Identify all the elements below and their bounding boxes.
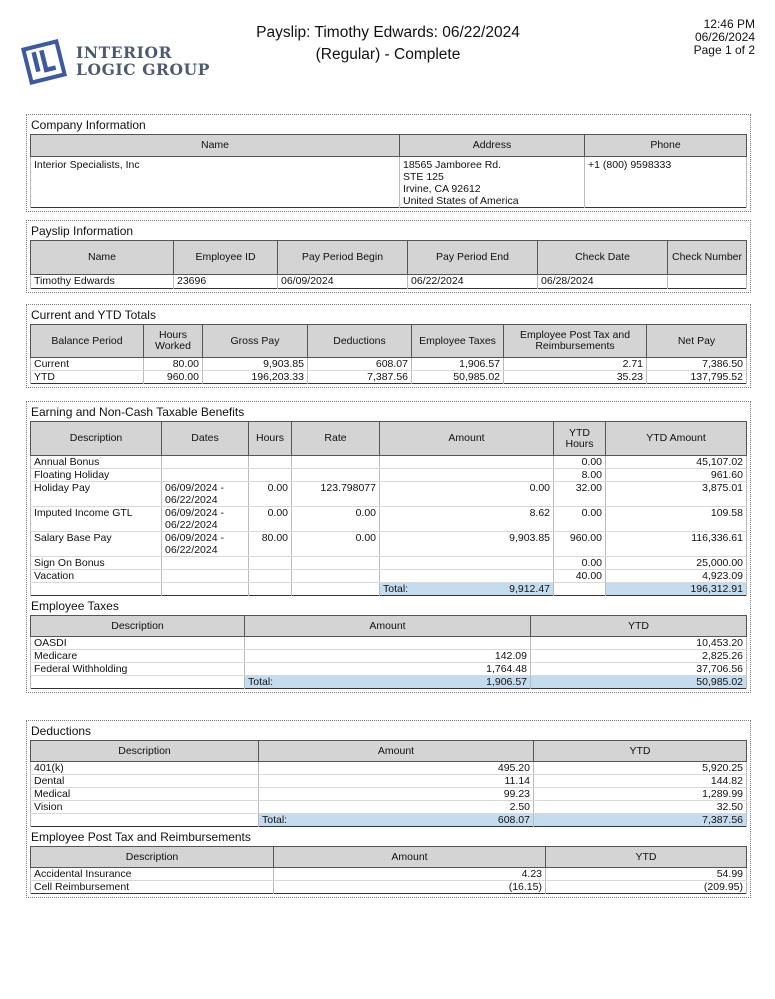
address-line: United States of America bbox=[403, 195, 519, 207]
table-row bbox=[31, 663, 747, 676]
payslip-information-section bbox=[26, 220, 751, 293]
total-row bbox=[31, 676, 747, 689]
cell bbox=[162, 456, 249, 469]
cell: 1,289.99 bbox=[534, 788, 747, 801]
cell bbox=[292, 557, 380, 570]
cell: Floating Holiday bbox=[31, 469, 162, 482]
company-address bbox=[400, 157, 585, 208]
cell: Federal Withholding bbox=[31, 663, 245, 676]
col-header-ytd: YTD bbox=[531, 616, 747, 637]
total-row bbox=[31, 814, 747, 827]
check-date: 06/28/2024 bbox=[538, 275, 668, 289]
logo-wordmark bbox=[76, 44, 210, 78]
col-header-net-pay: Net Pay bbox=[647, 325, 747, 358]
cell: 3,875.01 bbox=[606, 482, 747, 507]
logo-line-2: LOGIC GROUP bbox=[76, 60, 211, 79]
taxes-table bbox=[30, 615, 747, 689]
cell: 0.00 bbox=[249, 507, 292, 532]
company-name: Interior Specialists, Inc bbox=[31, 157, 400, 208]
col-header-check-number: Check Number bbox=[668, 241, 747, 275]
table-row bbox=[31, 371, 747, 384]
company-information-section bbox=[26, 114, 751, 212]
cell bbox=[380, 469, 554, 482]
cell bbox=[162, 570, 249, 583]
address-line: STE 125 bbox=[403, 171, 444, 183]
cell: 1,764.48 bbox=[245, 663, 531, 676]
cell bbox=[249, 469, 292, 482]
total-label: Total: bbox=[262, 814, 288, 826]
col-header-rate: Rate bbox=[292, 422, 380, 456]
cell: 0.00 bbox=[554, 456, 606, 469]
cell: 35.23 bbox=[504, 371, 647, 384]
page-title bbox=[238, 22, 538, 66]
col-header-period-end: Pay Period End bbox=[408, 241, 538, 275]
cell: 123.798077 bbox=[292, 482, 380, 507]
total-amount bbox=[259, 814, 534, 827]
cell: Holiday Pay bbox=[31, 482, 162, 507]
col-header-deductions: Deductions bbox=[308, 325, 412, 358]
cell bbox=[249, 557, 292, 570]
col-header-description: Description bbox=[31, 847, 274, 868]
cell bbox=[249, 570, 292, 583]
cell: 50,985.02 bbox=[412, 371, 504, 384]
table-row bbox=[31, 557, 747, 570]
cell bbox=[554, 583, 606, 596]
cell: 37,706.56 bbox=[531, 663, 747, 676]
section-title: Employee Taxes bbox=[31, 599, 119, 613]
cell bbox=[292, 570, 380, 583]
cell: 116,336.61 bbox=[606, 532, 747, 557]
cell: 7,387.56 bbox=[308, 371, 412, 384]
table-row bbox=[31, 469, 747, 482]
cell: Sign On Bonus bbox=[31, 557, 162, 570]
deductions-table bbox=[30, 740, 747, 827]
address-line: 18565 Jamboree Rd. bbox=[403, 159, 502, 171]
total-label: Total: bbox=[383, 583, 409, 595]
cell: 9,903.85 bbox=[203, 358, 308, 371]
table-row bbox=[31, 482, 747, 507]
col-header-description: Description bbox=[31, 616, 245, 637]
cell bbox=[380, 557, 554, 570]
col-header-ytd-amount: YTD Amount bbox=[606, 422, 747, 456]
cell: 960.00 bbox=[554, 532, 606, 557]
cell: 10,453.20 bbox=[531, 637, 747, 650]
col-header-post-tax: Employee Post Tax and Reimbursements bbox=[504, 325, 647, 358]
cell: Medical bbox=[31, 788, 259, 801]
cell: Accidental Insurance bbox=[31, 868, 274, 881]
cell bbox=[249, 583, 292, 596]
payslip-table bbox=[30, 240, 747, 289]
pay-period-begin: 06/09/2024 bbox=[278, 275, 408, 289]
col-header-ytd: YTD bbox=[534, 741, 747, 762]
col-header-check-date: Check Date bbox=[538, 241, 668, 275]
title-line-1: Payslip: Timothy Edwards: 06/22/2024 bbox=[256, 24, 520, 41]
logo-line-1: INTERIOR bbox=[76, 43, 173, 62]
cell: 5,920.25 bbox=[534, 762, 747, 775]
cell bbox=[245, 637, 531, 650]
cell bbox=[380, 570, 554, 583]
cell: Medicare bbox=[31, 650, 245, 663]
cell: (209.95) bbox=[546, 881, 747, 894]
cell bbox=[292, 583, 380, 596]
total-amount-value: 608.07 bbox=[497, 814, 530, 826]
earnings-table bbox=[30, 421, 747, 596]
totals-section bbox=[26, 304, 751, 388]
col-header-hours-worked: Hours Worked bbox=[144, 325, 203, 358]
section-title: Employee Post Tax and Reimbursements bbox=[31, 830, 251, 844]
company-table bbox=[30, 134, 747, 208]
cell: 06/09/2024 - 06/22/2024 bbox=[162, 507, 249, 532]
col-header-employee-id: Employee ID bbox=[174, 241, 278, 275]
print-date: 06/26/2024 bbox=[694, 30, 755, 44]
col-header-ytd-hours: YTD Hours bbox=[554, 422, 606, 456]
col-header-amount: Amount bbox=[380, 422, 554, 456]
cell: 2.50 bbox=[259, 801, 534, 814]
col-header-description: Description bbox=[31, 741, 259, 762]
employee-id: 23696 bbox=[174, 275, 278, 289]
col-header-amount: Amount bbox=[245, 616, 531, 637]
table-row bbox=[31, 801, 747, 814]
cell: 2,825.26 bbox=[531, 650, 747, 663]
cell: 54.99 bbox=[546, 868, 747, 881]
cell bbox=[31, 676, 245, 689]
cell bbox=[162, 557, 249, 570]
total-ytd: 196,312.91 bbox=[606, 583, 747, 596]
cell: 06/09/2024 - 06/22/2024 bbox=[162, 482, 249, 507]
total-row bbox=[31, 583, 747, 596]
cell: 1,906.57 bbox=[412, 358, 504, 371]
table-row bbox=[31, 881, 747, 894]
table-row bbox=[31, 650, 747, 663]
table-row bbox=[31, 570, 747, 583]
table-row bbox=[31, 775, 747, 788]
col-header-name: Name bbox=[31, 135, 400, 157]
total-label: Total: bbox=[248, 676, 274, 688]
section-title: Current and YTD Totals bbox=[31, 308, 156, 322]
total-ytd: 50,985.02 bbox=[531, 676, 747, 689]
section-title: Company Information bbox=[31, 118, 146, 132]
section-title: Deductions bbox=[31, 724, 92, 738]
cell: Vacation bbox=[31, 570, 162, 583]
cell: 401(k) bbox=[31, 762, 259, 775]
table-row bbox=[31, 532, 747, 557]
total-amount bbox=[245, 676, 531, 689]
cell: 32.00 bbox=[554, 482, 606, 507]
employee-name: Timothy Edwards bbox=[31, 275, 174, 289]
cell: 0.00 bbox=[380, 482, 554, 507]
cell: OASDI bbox=[31, 637, 245, 650]
cell: 8.62 bbox=[380, 507, 554, 532]
cell: 0.00 bbox=[292, 532, 380, 557]
cell: 7,386.50 bbox=[647, 358, 747, 371]
table-row bbox=[31, 507, 747, 532]
totals-table bbox=[30, 324, 747, 384]
cell: 0.00 bbox=[554, 557, 606, 570]
earnings-section bbox=[26, 401, 751, 693]
table-row bbox=[31, 358, 747, 371]
cell: 960.00 bbox=[144, 371, 203, 384]
cell bbox=[162, 469, 249, 482]
cell: 0.00 bbox=[292, 507, 380, 532]
page-number: Page 1 of 2 bbox=[693, 43, 755, 57]
col-header-phone: Phone bbox=[585, 135, 747, 157]
col-header-amount: Amount bbox=[274, 847, 546, 868]
company-phone: +1 (800) 9598333 bbox=[585, 157, 747, 208]
cell bbox=[31, 814, 259, 827]
post-tax-table bbox=[30, 846, 747, 894]
cell: 0.00 bbox=[249, 482, 292, 507]
cell: Current bbox=[31, 358, 144, 371]
title-line-2: (Regular) - Complete bbox=[315, 46, 461, 63]
table-row bbox=[31, 456, 747, 469]
cell: Annual Bonus bbox=[31, 456, 162, 469]
col-header-address: Address bbox=[400, 135, 585, 157]
total-amount-value: 1,906.57 bbox=[486, 676, 527, 688]
table-row bbox=[31, 637, 747, 650]
cell bbox=[292, 456, 380, 469]
cell: 4,923.09 bbox=[606, 570, 747, 583]
section-title: Payslip Information bbox=[31, 224, 134, 238]
cell: Imputed Income GTL bbox=[31, 507, 162, 532]
table-row bbox=[31, 788, 747, 801]
col-header-balance-period: Balance Period bbox=[31, 325, 144, 358]
cell: 80.00 bbox=[249, 532, 292, 557]
cell bbox=[162, 583, 249, 596]
section-title: Earning and Non-Cash Taxable Benefits bbox=[31, 405, 245, 419]
cell: 137,795.52 bbox=[647, 371, 747, 384]
pay-period-end: 06/22/2024 bbox=[408, 275, 538, 289]
cell: YTD bbox=[31, 371, 144, 384]
col-header-employee-taxes: Employee Taxes bbox=[412, 325, 504, 358]
total-amount-value: 9,912.47 bbox=[509, 583, 550, 595]
cell: 99.23 bbox=[259, 788, 534, 801]
table-row bbox=[31, 868, 747, 881]
cell: (16.15) bbox=[274, 881, 546, 894]
cell: Dental bbox=[31, 775, 259, 788]
cell: 961.60 bbox=[606, 469, 747, 482]
logo-mark-icon bbox=[20, 38, 68, 86]
table-row bbox=[31, 762, 747, 775]
cell: Salary Base Pay bbox=[31, 532, 162, 557]
cell bbox=[249, 456, 292, 469]
print-time: 12:46 PM bbox=[703, 17, 755, 31]
total-amount bbox=[380, 583, 554, 596]
cell: 0.00 bbox=[554, 507, 606, 532]
cell bbox=[380, 456, 554, 469]
cell: 11.14 bbox=[259, 775, 534, 788]
deductions-section bbox=[26, 720, 751, 898]
cell: Vision bbox=[31, 801, 259, 814]
page-header bbox=[0, 0, 775, 110]
check-number bbox=[668, 275, 747, 289]
col-header-dates: Dates bbox=[162, 422, 249, 456]
cell bbox=[292, 469, 380, 482]
address-line: Irvine, CA 92612 bbox=[403, 183, 481, 195]
cell: 144.82 bbox=[534, 775, 747, 788]
col-header-amount: Amount bbox=[259, 741, 534, 762]
col-header-gross-pay: Gross Pay bbox=[203, 325, 308, 358]
cell: 4.23 bbox=[274, 868, 546, 881]
cell: 8.00 bbox=[554, 469, 606, 482]
cell: 9,903.85 bbox=[380, 532, 554, 557]
cell: 495.20 bbox=[259, 762, 534, 775]
cell: 2.71 bbox=[504, 358, 647, 371]
col-header-description: Description bbox=[31, 422, 162, 456]
cell: 142.09 bbox=[245, 650, 531, 663]
cell: 109.58 bbox=[606, 507, 747, 532]
cell: 40.00 bbox=[554, 570, 606, 583]
print-meta bbox=[694, 18, 755, 57]
cell: 06/09/2024 - 06/22/2024 bbox=[162, 532, 249, 557]
col-header-ytd: YTD bbox=[546, 847, 747, 868]
total-ytd: 7,387.56 bbox=[534, 814, 747, 827]
cell: 25,000.00 bbox=[606, 557, 747, 570]
cell: 32.50 bbox=[534, 801, 747, 814]
cell: Cell Reimbursement bbox=[31, 881, 274, 894]
col-header-period-begin: Pay Period Begin bbox=[278, 241, 408, 275]
col-header-hours: Hours bbox=[249, 422, 292, 456]
cell bbox=[31, 583, 162, 596]
cell: 80.00 bbox=[144, 358, 203, 371]
cell: 608.07 bbox=[308, 358, 412, 371]
company-logo bbox=[20, 38, 220, 88]
cell: 196,203.33 bbox=[203, 371, 308, 384]
col-header-name: Name bbox=[31, 241, 174, 275]
cell: 45,107.02 bbox=[606, 456, 747, 469]
